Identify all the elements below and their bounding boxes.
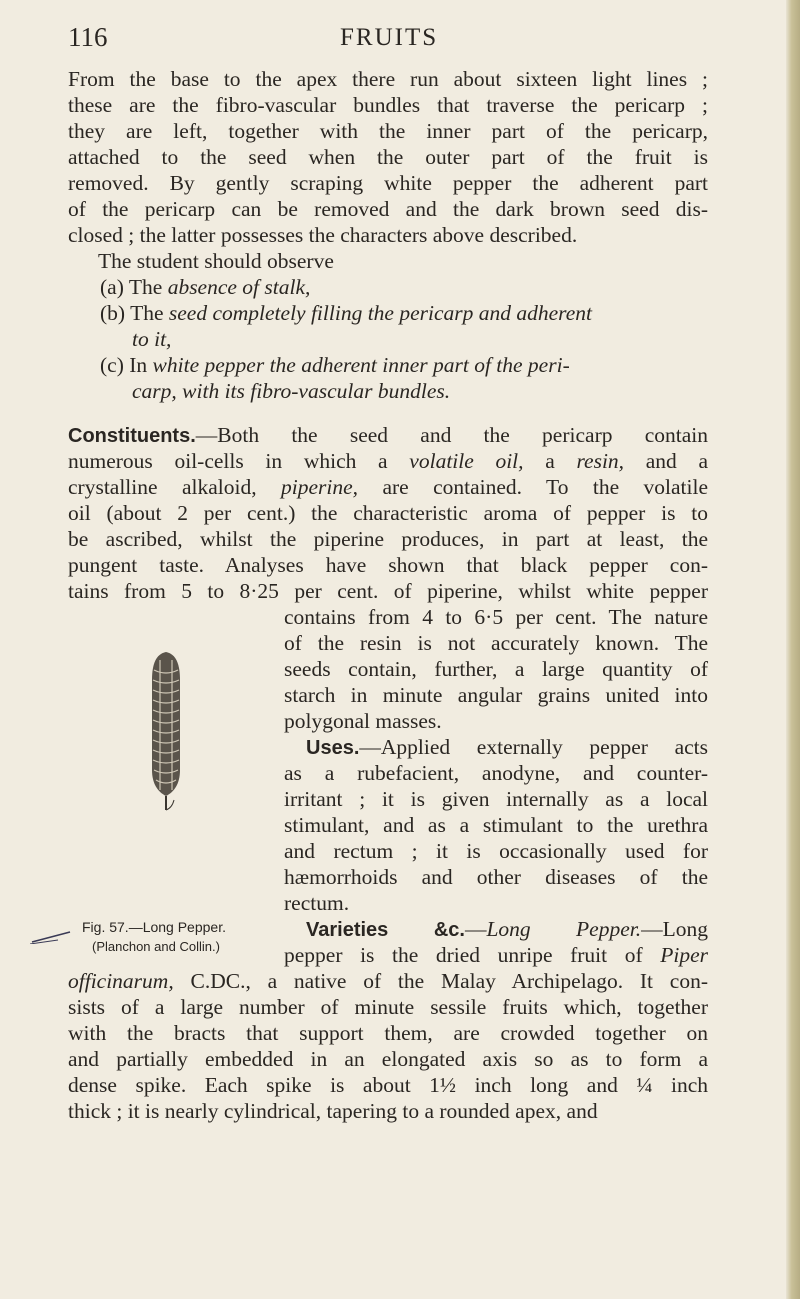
intro-line: removed. By gently scraping white pepper the adherent part	[68, 171, 708, 195]
uses-line: stimulant, and as a stimulant to the urethra	[284, 813, 708, 837]
constituents-line: of the resin is not accurately known. The	[284, 631, 708, 655]
observe-intro: The student should observe	[98, 249, 334, 273]
list-item-c-cont	[132, 378, 450, 404]
section-heading-varieties: Varieties &c.	[306, 919, 465, 941]
figure-caption-title: Fig. 57.—Long Pepper.	[82, 919, 226, 935]
page-number: 116	[68, 22, 108, 52]
list-text: seed completely filling the pericarp and adherent	[168, 301, 593, 325]
list-lead: The	[130, 301, 164, 325]
list-text: absence of stalk,	[167, 275, 311, 299]
varieties-line: and partially embedded in an elongated axis so as to form a	[68, 1047, 708, 1071]
section-heading-constituents: Constituents.	[68, 425, 196, 447]
intro-line: these are the fibro-vascular bundles that traverse the pericarp ;	[68, 93, 708, 117]
uses-line: Uses.—Applied externally pepper acts	[306, 735, 708, 759]
constituents-line: starch in minute angular grains united into	[284, 683, 708, 707]
varieties-line: Varieties &c.—Long Pepper.—Long	[306, 917, 708, 941]
list-lead: The	[128, 275, 163, 299]
constituents-line: tains from 5 to 8·25 per cent. of piperine, whilst white pepper	[68, 579, 708, 603]
list-marker: (b)	[100, 301, 126, 325]
constituents-line: contains from 4 to 6·5 per cent. The nature	[284, 605, 708, 629]
varieties-line: thick ; it is nearly cylindrical, tapering to a rounded apex, and	[68, 1099, 598, 1123]
list-text: to it,	[132, 327, 172, 351]
uses-line: as a rubefacient, anodyne, and counter-	[284, 761, 708, 785]
constituents-line: crystalline alkaloid, piperine, are contained. To the volatile	[68, 475, 708, 499]
constituents-line: Constituents.—Both the seed and the pericarp contain	[68, 423, 708, 447]
intro-line: From the base to the apex there run about sixteen light lines ;	[68, 67, 708, 91]
uses-line: and rectum ; it is occasionally used for	[284, 839, 708, 863]
constituents-line: oil (about 2 per cent.) the characteristic aroma of pepper is to	[68, 501, 708, 525]
list-item-b-cont	[132, 326, 171, 352]
uses-line: irritant ; it is given internally as a local	[284, 787, 708, 811]
long-pepper-spike-illustration	[146, 650, 186, 815]
running-title: FRUITS	[340, 24, 439, 51]
list-marker: (a)	[100, 275, 124, 299]
list-item-c	[100, 352, 570, 378]
uses-line: hæmorrhoids and other diseases of the	[284, 865, 708, 889]
intro-line: attached to the seed when the outer part of the fruit is	[68, 145, 708, 169]
constituents-line: pungent taste. Analyses have shown that black pepper con-	[68, 553, 708, 577]
list-lead: In	[129, 353, 148, 377]
margin-arrow-mark	[30, 930, 74, 944]
list-text: white pepper the adherent inner part of the peri-	[152, 353, 570, 377]
figure-caption-source: (Planchon and Collin.)	[92, 939, 220, 954]
uses-line: rectum.	[284, 891, 350, 915]
list-text: carp, with its fibro-vascular bundles.	[132, 379, 451, 403]
varieties-line: with the bracts that support them, are crowded together on	[68, 1021, 708, 1045]
constituents-line: be ascribed, whilst the piperine produces, in part at least, the	[68, 527, 708, 551]
varieties-line: pepper is the dried unripe fruit of Piper	[284, 943, 708, 967]
list-item-a	[100, 274, 310, 300]
list-marker: (c)	[100, 353, 124, 377]
constituents-line: polygonal masses.	[284, 709, 442, 733]
page-edge-shadow	[786, 0, 800, 1299]
figure-caption	[82, 918, 226, 956]
section-heading-uses: Uses.	[306, 737, 360, 759]
varieties-line: sists of a large number of minute sessile fruits which, together	[68, 995, 708, 1019]
varieties-line: dense spike. Each spike is about 1½ inch long and ¼ inch	[68, 1073, 708, 1097]
constituents-line: numerous oil-cells in which a volatile oil, a resin, and a	[68, 449, 709, 473]
varieties-line: officinarum, C.DC., a native of the Malay Archipelago. It con-	[68, 969, 709, 993]
intro-line: they are left, together with the inner part of the pericarp,	[68, 119, 708, 143]
constituents-line: seeds contain, further, a large quantity of	[284, 657, 708, 681]
intro-line: of the pericarp can be removed and the dark brown seed dis-	[68, 197, 708, 221]
list-item-b	[100, 300, 592, 326]
intro-line: closed ; the latter possesses the characters above described.	[68, 223, 578, 247]
